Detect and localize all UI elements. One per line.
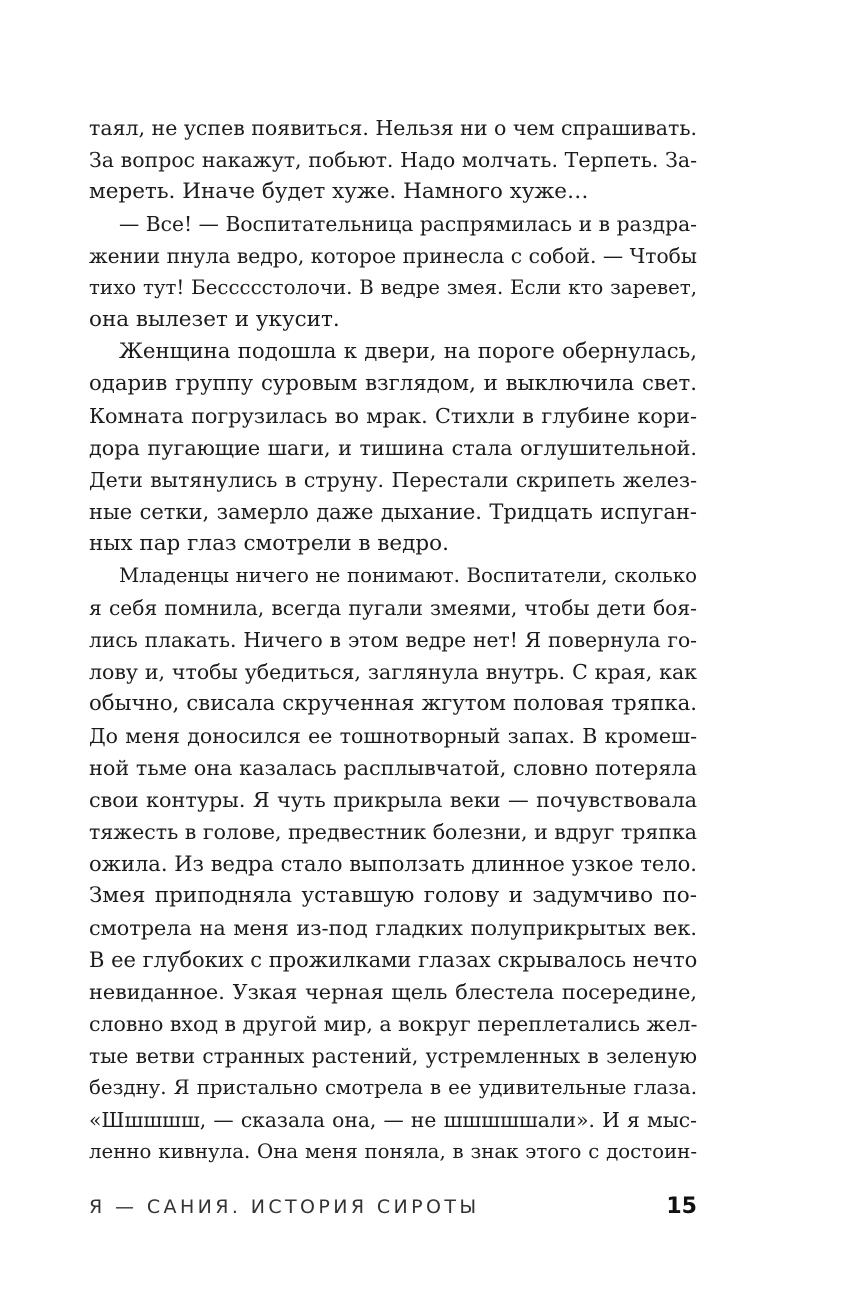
text-line: тяжесть в голове, предвестник болезни, и вдруг тряпка: [89, 820, 697, 844]
text-line: лись плакать. Ничего в этом ведре нет! Я повернула го-: [89, 628, 697, 652]
text-line: тихо тут! Бессссcтолочи. В ведре змея. Если кто заревет,: [89, 276, 697, 299]
text-line: одарив группу суровым взглядом, и выключила свет.: [89, 371, 697, 396]
text-line: бездну. Я пристально смотрела в ее удивительные глаза.: [89, 1076, 697, 1099]
text-line: ные сетки, замерло даже дыхание. Тридцать испуган-: [89, 500, 697, 524]
text-line: я себя помнила, всегда пугали змеями, чтобы дети боя-: [89, 596, 697, 620]
text-line: обычно, свисала скрученная жгутом половая тряпка.: [89, 691, 697, 716]
text-line: Змея приподняла уставшую голову и задумчиво по-: [89, 883, 697, 908]
text-line: она вылезет и укусит.: [89, 307, 340, 332]
text-line: смотрела на меня из-под гладких полуприкрытых век.: [89, 916, 697, 940]
text-line: свои контуры. Я чуть прикрыла веки — почувствовала: [89, 788, 697, 812]
text-line: словно вход в другой мир, а вокруг переплетались жел-: [89, 1012, 698, 1036]
text-line: ной тьме она казалась расплывчатой, словно потеряла: [89, 756, 697, 780]
text-line: — Все! — Воспитательница распрямилась и в раздра-: [119, 212, 697, 236]
text-line: лову и, чтобы убедиться, заглянула внутрь. С края, как: [89, 660, 697, 684]
text-line: ленно кивнула. Она меня поняла, в знак этого с достоин-: [89, 1140, 697, 1163]
text-line: ных пар глаз смотрели в ведро.: [89, 531, 449, 556]
text-line: мереть. Иначе будет хуже. Намного хуже…: [89, 179, 589, 204]
page-footer: [89, 1192, 697, 1222]
text-line: Комната погрузилась во мрак. Стихли в глубине кори-: [89, 404, 697, 428]
text-line: невиданное. Узкая черная щель блестела посередине,: [89, 980, 697, 1004]
text-line: Дети вытянулись в струну. Перестали скрипеть желез-: [89, 468, 697, 492]
text-line: жении пнула ведро, которое принесла с собой. — Чтобы: [89, 244, 697, 268]
text-line: «Шшшшш, — сказала она, — не шшшшшали». И я мыс-: [89, 1108, 697, 1132]
text-line: За вопрос накажут, побьют. Надо молчать. Терпеть. За-: [89, 148, 697, 172]
text-line: тые ветви странных растений, устремленных в зеленую: [89, 1044, 697, 1068]
running-title: Я — САНИЯ. ИСТОРИЯ СИРОТЫ: [89, 1196, 480, 1218]
text-line: ожила. Из ведра стало выползать длинное узкое тело.: [89, 852, 697, 876]
text-line: Женщина подошла к двери, на пороге обернулась,: [119, 339, 697, 364]
text-line: Младенцы ничего не понимают. Воспитатели, сколько: [119, 564, 697, 587]
text-line: дора пугающие шаги, и тишина стала оглушительной.: [89, 436, 697, 460]
text-line: В ее глубоких с прожилками глазах скрывалось нечто: [89, 948, 698, 972]
text-line: До меня доносился ее тошнотворный запах. В кромеш-: [89, 724, 697, 748]
body-text: [89, 112, 697, 1168]
page-number: 15: [666, 1194, 697, 1219]
text-line: таял, не успев появиться. Нельзя ни о чем спрашивать.: [89, 116, 698, 140]
